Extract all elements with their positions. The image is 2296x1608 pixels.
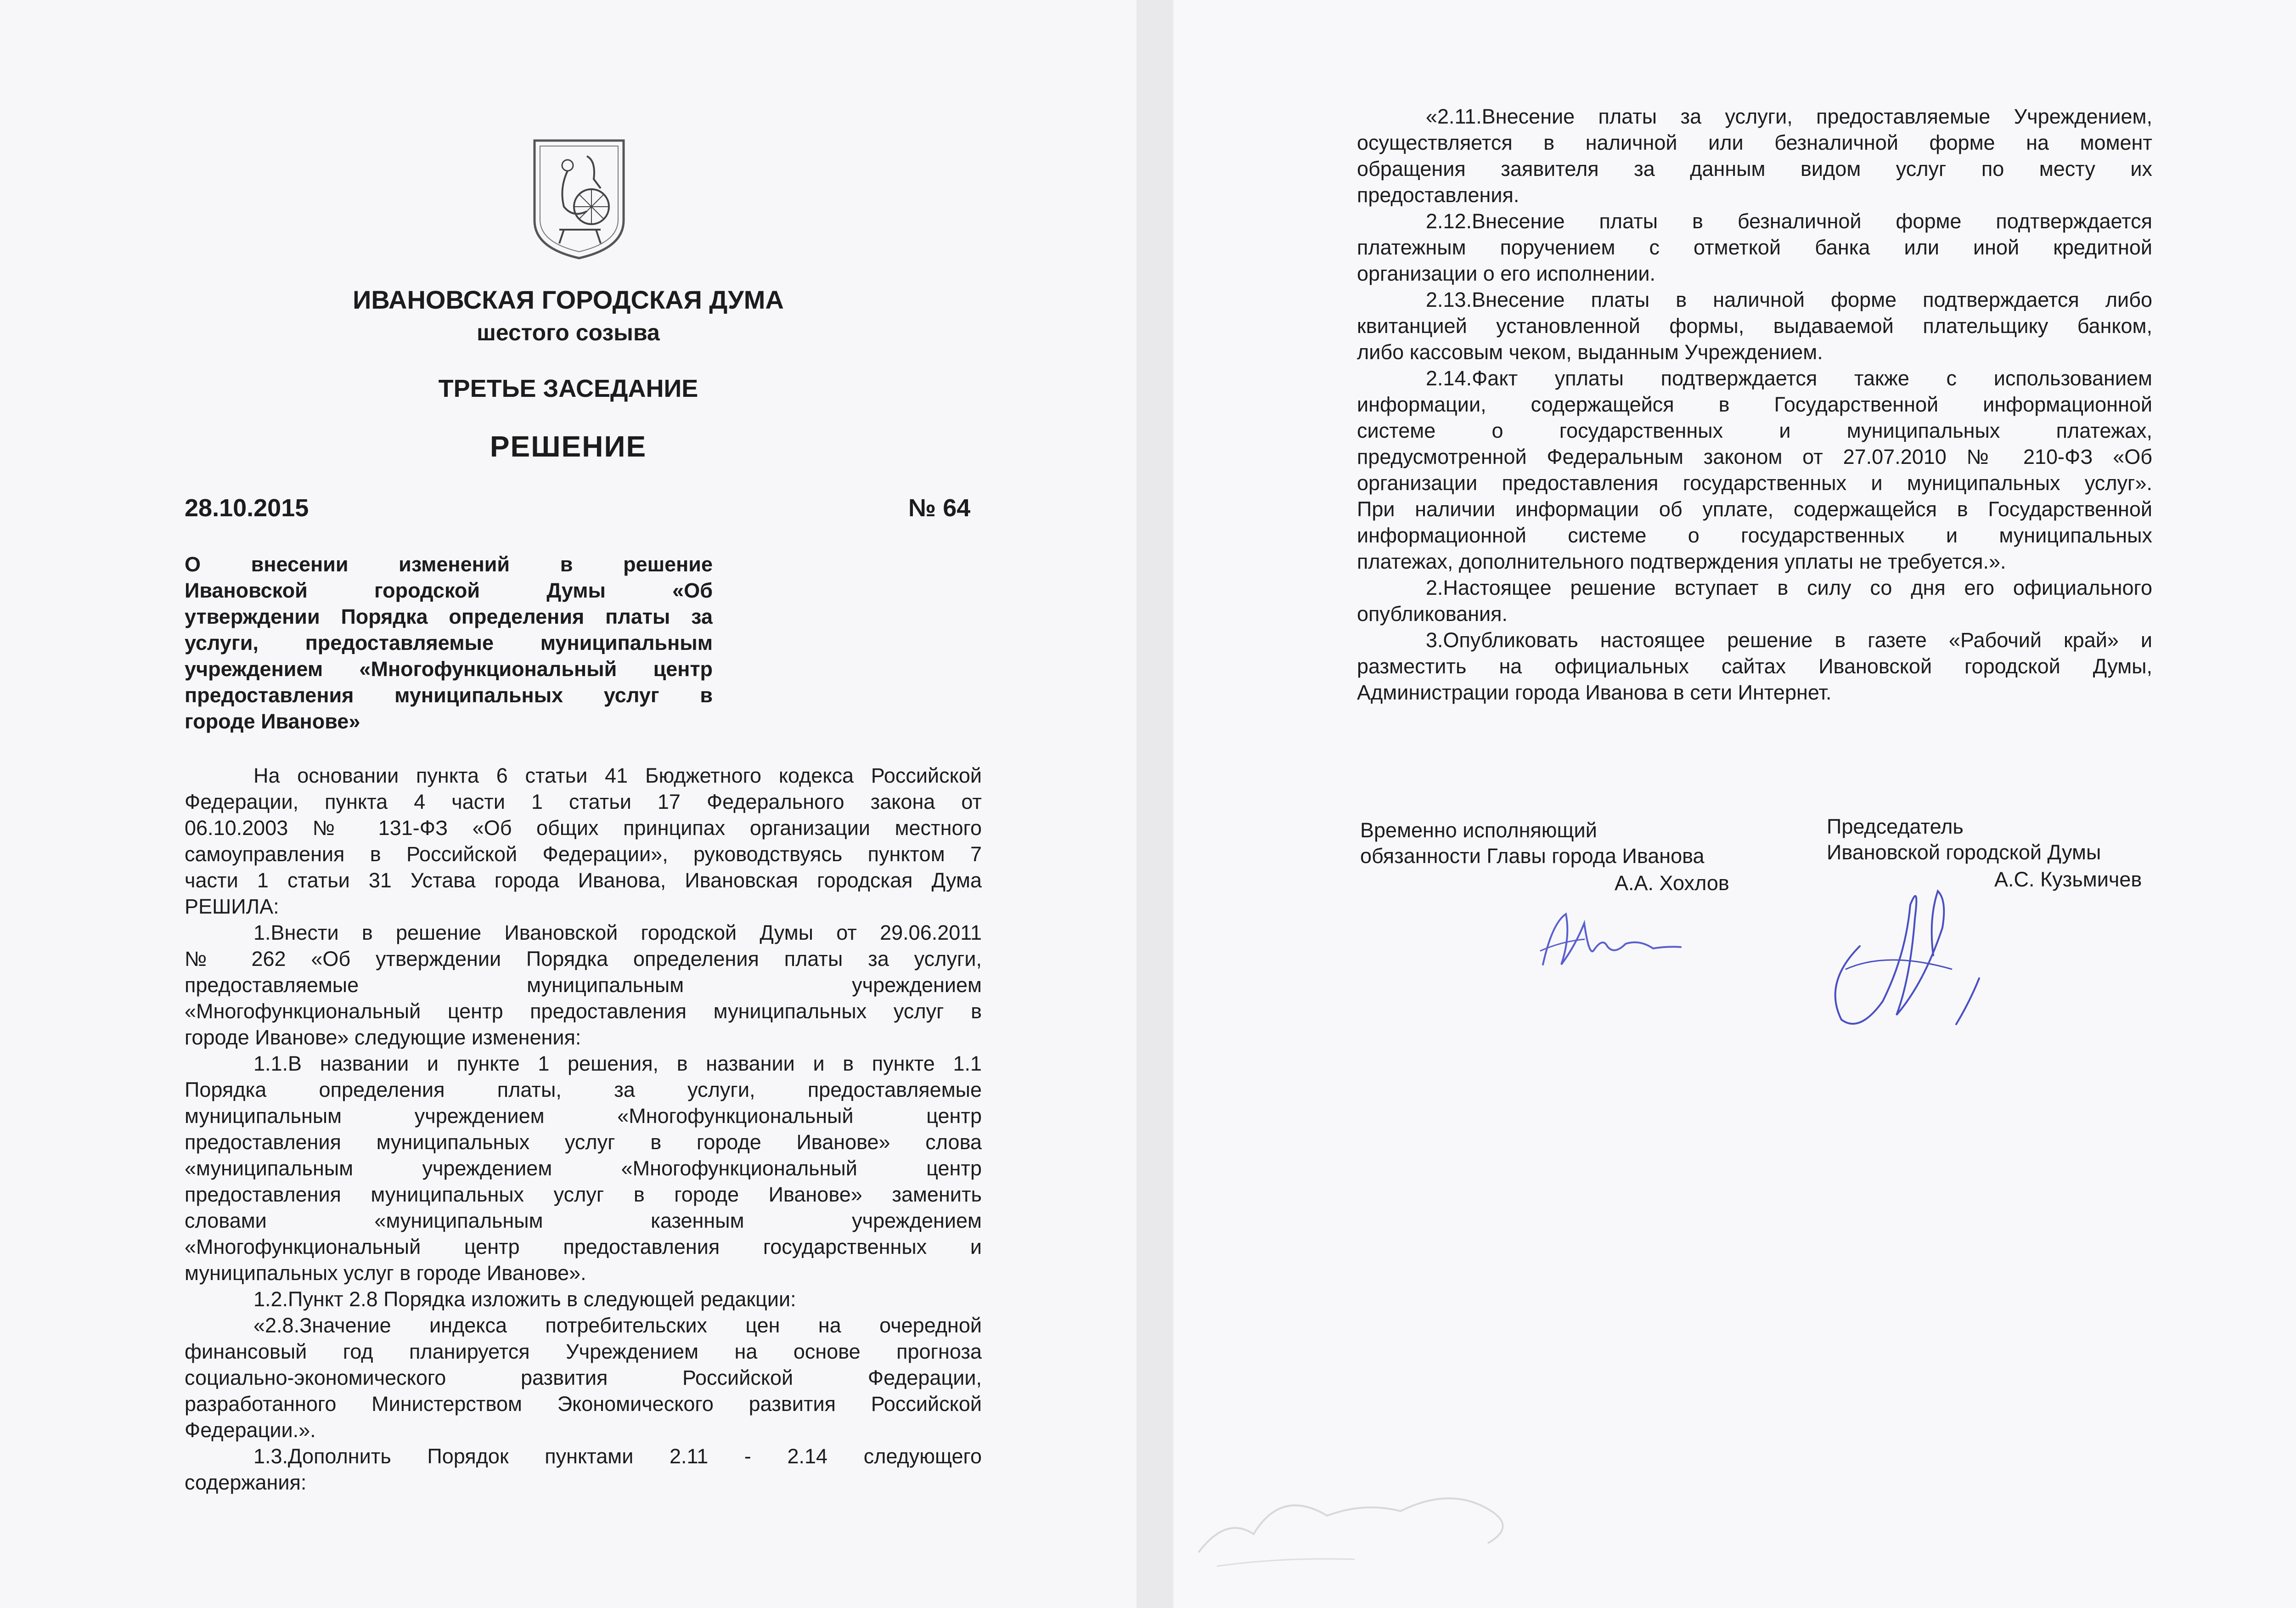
paragraph-line: «Многофункциональный центр предоставления муниципальных услуг в: [185, 999, 982, 1023]
handwritten-signature-right-icon: [1805, 863, 1998, 1038]
paragraph-line: предусмотренной Федеральным законом от 27.07.2010 № 210-ФЗ «Об: [1357, 445, 2152, 468]
handwritten-signature-left-icon: [1534, 896, 1690, 987]
subject-line: утверждении Порядка определения платы за: [185, 605, 713, 628]
paragraph-line: муниципальных услуг в городе Иванове».: [185, 1261, 586, 1285]
paragraph-line: 1.2.Пункт 2.8 Порядка изложить в следующей редакции:: [253, 1287, 796, 1311]
paragraph-line: 06.10.2003 № 131-ФЗ «Об общих принципах организации местного: [185, 816, 982, 840]
paragraph-line: обращения заявителя за данным видом услуг по месту их: [1357, 157, 2152, 181]
paragraph-line: 1.Внести в решение Ивановской городской Думы от 29.06.2011: [253, 921, 982, 944]
document-date: 28.10.2015: [185, 494, 309, 522]
signatory-left-name: А.А. Хохлов: [1615, 871, 1729, 895]
paragraph-line: предоставляемые муниципальным учреждением: [185, 973, 982, 997]
signatory-left-role-line: Временно исполняющий: [1360, 818, 1597, 842]
paragraph-line: платежным поручением с отметкой банка или иной кредитной: [1357, 236, 2152, 259]
paragraph-line: предоставления муниципальных услуг в городе Иванове» заменить: [185, 1183, 982, 1206]
document-number: № 64: [908, 494, 971, 522]
paragraph-line: городе Иванове» следующие изменения:: [185, 1026, 581, 1049]
paragraph-line: финансовый год планируется Учреждением на основе прогноза: [185, 1340, 982, 1363]
paragraph-line: квитанцией установленной формы, выдаваемой плательщику банком,: [1357, 314, 2152, 338]
paragraph-line: 1.1.В названии и пункте 1 решения, в названии и в пункте 1.1: [253, 1052, 982, 1075]
paragraph-line: предоставления.: [1357, 183, 1519, 207]
subject-line: услуги, предоставляемые муниципальным: [185, 631, 713, 654]
paragraph-line: 2.14.Факт уплаты подтверждается также с использованием: [1426, 367, 2152, 390]
paragraph-line: Порядка определения платы, за услуги, предоставляемые: [185, 1078, 982, 1101]
paragraph-line: опубликования.: [1357, 602, 1508, 626]
paragraph-line: содержания:: [185, 1471, 307, 1494]
paragraph-line: разместить на официальных сайтах Ивановской городской Думы,: [1357, 654, 2152, 678]
paragraph-line: Федерации.».: [185, 1418, 316, 1442]
subject-line: учреждением «Многофункциональный центр: [185, 657, 713, 681]
paragraph-line: организации предоставления государственных и муниципальных услуг».: [1357, 471, 2152, 495]
signatory-left-role: [1360, 818, 1705, 869]
paragraph-line: 2.Настоящее решение вступает в силу со дня его официального: [1426, 576, 2152, 599]
paragraph-line: разработанного Министерством Экономического развития Российской: [185, 1392, 982, 1416]
paragraph-line: № 262 «Об утверждении Порядка определения платы за услуги,: [185, 947, 982, 970]
paragraph-line: 2.13.Внесение платы в наличной форме подтверждается либо: [1426, 288, 2152, 311]
paragraph-line: предоставления муниципальных услуг в городе Иванове» слова: [185, 1130, 982, 1154]
paragraph-line: Федерации, пункта 4 части 1 статьи 17 Федерального закона от: [185, 790, 982, 813]
subject-line: О внесении изменений в решение: [185, 553, 713, 576]
session-title: ТРЕТЬЕ ЗАСЕДАНИЕ: [438, 375, 698, 402]
paragraph-line: «Многофункциональный центр предоставления государственных и: [185, 1235, 982, 1258]
signatory-right-role-line: Председатель: [1827, 815, 1964, 838]
signatory-right-role: [1827, 814, 2101, 865]
paragraph-line: РЕШИЛА:: [185, 895, 279, 918]
subject-line: предоставления муниципальных услуг в: [185, 683, 713, 707]
subject-line: Ивановской городской Думы «Об: [185, 579, 713, 602]
decision-subject: [185, 551, 713, 734]
paragraph-line: социально-экономического развития Российской Федерации,: [185, 1366, 982, 1389]
paragraph-line: При наличии информации об уплате, содержащейся в Государственной: [1357, 497, 2152, 521]
subject-line: городе Иванове»: [185, 710, 360, 733]
paragraph-line: 1.3.Дополнить Порядок пунктами 2.11 - 2.14 следующего: [253, 1444, 982, 1468]
paragraph-line: Администрации города Иванова в сети Интернет.: [1357, 681, 1832, 704]
paragraph-line: самоуправления в Российской Федерации», руководствуясь пунктом 7: [185, 842, 982, 866]
paragraph-line: На основании пункта 6 статьи 41 Бюджетного кодекса Российской: [253, 764, 982, 787]
paragraph-line: организации о его исполнении.: [1357, 262, 1656, 285]
paragraph-line: «2.11.Внесение платы за услуги, предоставляемые Учреждением,: [1426, 105, 2152, 128]
document-page-left: [0, 0, 1137, 1608]
decision-body-right: [1357, 103, 2152, 705]
decision-body-left: [185, 762, 982, 1495]
paragraph-line: системе о государственных и муниципальных платежах,: [1357, 419, 2152, 442]
paragraph-line: «2.8.Значение индекса потребительских цен на очередной: [253, 1314, 982, 1337]
paragraph-line: муниципальным учреждением «Многофункциональный центр: [185, 1104, 982, 1128]
faint-show-through-signature-icon: [1189, 1461, 1538, 1575]
paragraph-line: платежах, дополнительного подтверждения уплаты не требуется.».: [1357, 550, 2006, 573]
paragraph-line: информации, содержащейся в Государственной информационной: [1357, 393, 2152, 416]
paragraph-line: 2.12.Внесение платы в безналичной форме подтверждается: [1426, 209, 2152, 233]
convocation-subtitle: шестого созыва: [477, 320, 660, 345]
paragraph-line: части 1 статьи 31 Устава города Иванова, Ивановская городская Дума: [185, 869, 982, 892]
paragraph-line: либо кассовым чеком, выданным Учреждением.: [1357, 340, 1823, 364]
signatory-left-role-line: обязанности Главы города Иванова: [1360, 844, 1705, 868]
paragraph-line: словами «муниципальным казенным учреждением: [185, 1209, 982, 1232]
signatory-right-name: А.С. Кузьмичев: [1994, 868, 2142, 891]
paragraph-line: «муниципальным учреждением «Многофункциональный центр: [185, 1157, 982, 1180]
organization-title: ИВАНОВСКАЯ ГОРОДСКАЯ ДУМА: [353, 285, 784, 314]
signatory-right-role-line: Ивановской городской Думы: [1827, 841, 2101, 864]
paragraph-line: осуществляется в наличной или безналичной форме на момент: [1357, 131, 2152, 154]
coat-of-arms-icon: [532, 138, 626, 261]
paragraph-line: 3.Опубликовать настоящее решение в газете «Рабочий край» и: [1426, 628, 2152, 652]
document-type-title: РЕШЕНИЕ: [490, 430, 647, 463]
paragraph-line: информационной системе о государственных и муниципальных: [1357, 524, 2152, 547]
